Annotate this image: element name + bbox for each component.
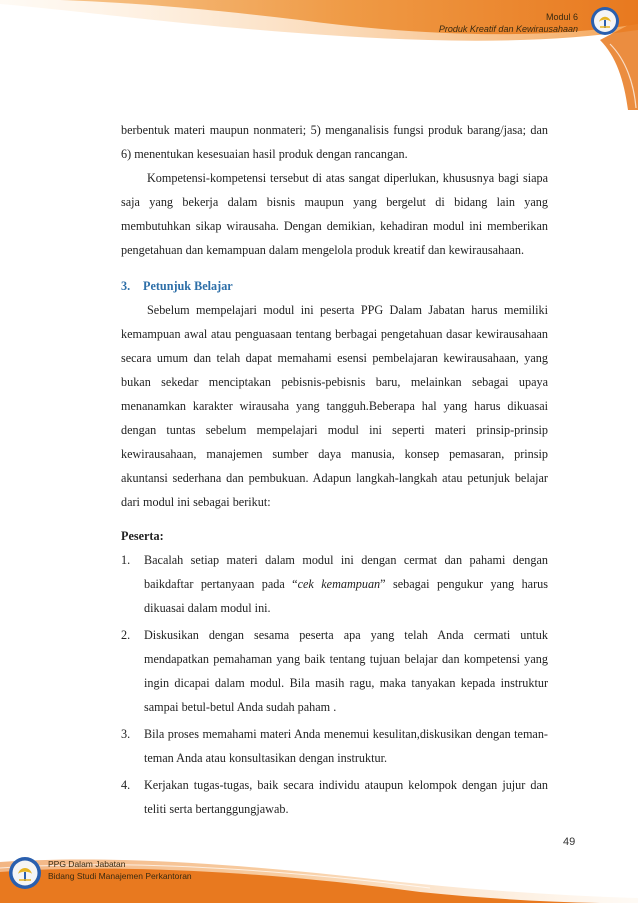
list-item-text: Kerjakan tugas-tugas, baik secara individu ataupun kelompok dengan jujur dan teliti serta bertanggungjawab. [144, 778, 548, 816]
paragraph-instructions: Sebelum mempelajari modul ini peserta PPG Dalam Jabatan harus memiliki kemampuan awal atau penguasaan tentang berbagai pengetahuan dasar kewirausahaan secara umum dan telah dapat memahami esensi pembelajaran kewirausahaan, yang bukan sekedar menciptakan pebisnis-pebisnis baru, melainkan sebagai upaya menanamkan karakter wirausaha yang tangguh.Beberapa hal yang harus dikuasai dengan tuntas sebelum mempelajari modul ini seperti materi prinsip-prinsip kewirausahaan, manajemen sumber daya manusia, konsep pemasaran, prinsip akuntansi sederhana dan pembukuan. Adapun langkah-langkah atau petunjuk belajar dari modul ini sebagai berikut: [121, 303, 548, 509]
module-subtitle: Produk Kreatif dan Kewirausahaan [438, 24, 578, 34]
list-item [121, 548, 548, 620]
list-item-emphasis: cek kemampuan [297, 577, 381, 591]
section-number: 3. [121, 279, 131, 293]
footer-line-field: Bidang Studi Manajemen Perkantoran [48, 871, 192, 881]
list-item [121, 773, 548, 821]
list-item-number: 1. [121, 553, 131, 567]
list-item-text: Diskusikan dengan sesama peserta apa yang telah Anda cermati untuk mendapatkan pemahaman yang baik tentang tujuan belajar dan kompetensi yang ingin dicapai dalam modul. Bila masih ragu, maka tanyakan kepada instruktur sampai betul-betul Anda sudah paham . [144, 628, 548, 714]
tut-wuri-handayani-logo-icon [590, 6, 620, 36]
list-item-number: 3. [121, 727, 131, 741]
list-item-number: 4. [121, 778, 131, 792]
steps-list [121, 548, 548, 821]
section-title: Petunjuk Belajar [143, 279, 233, 293]
footer-text [48, 858, 192, 882]
page-content [121, 118, 548, 824]
peserta-label: Peserta: [121, 529, 164, 543]
footer-line-program: PPG Dalam Jabatan [48, 859, 126, 869]
section-heading [121, 274, 548, 298]
page-number: 49 [563, 836, 576, 848]
paragraph-intro: berbentuk materi maupun nonmateri; 5) menganalisis fungsi produk barang/jasa; dan 6) menentukan kesesuaian hasil produk dengan rancangan. [121, 123, 548, 161]
module-label: Modul 6 [545, 12, 578, 22]
list-item-text-pre: Bacalah setiap materi dalam modul ini dengan cermat dan pahami dengan baikdaftar pertanyaan pada “ [144, 553, 548, 591]
list-item [121, 623, 548, 719]
list-item-text-post: ” sebagai pengukur yang harus dikuasai dalam modul ini. [144, 577, 548, 615]
header-text [439, 11, 578, 35]
list-item-text: Bila proses memahami materi Anda menemui kesulitan,diskusikan dengan teman-teman Anda atau konsultasikan dengan instruktur. [144, 727, 548, 765]
tut-wuri-handayani-logo-icon [8, 856, 42, 890]
list-item-number: 2. [121, 628, 131, 642]
list-item [121, 722, 548, 770]
paragraph-competency: Kompetensi-kompetensi tersebut di atas sangat diperlukan, khususnya bagi siapa saja yang bekerja dalam bisnis maupun yang bergelut di bidang lain yang membutuhkan sikap wirausaha. Dengan demikian, kehadiran modul ini memberikan pengetahuan dan kemampuan dalam mengelola produk kreatif dan kewirausahaan. [121, 171, 548, 257]
